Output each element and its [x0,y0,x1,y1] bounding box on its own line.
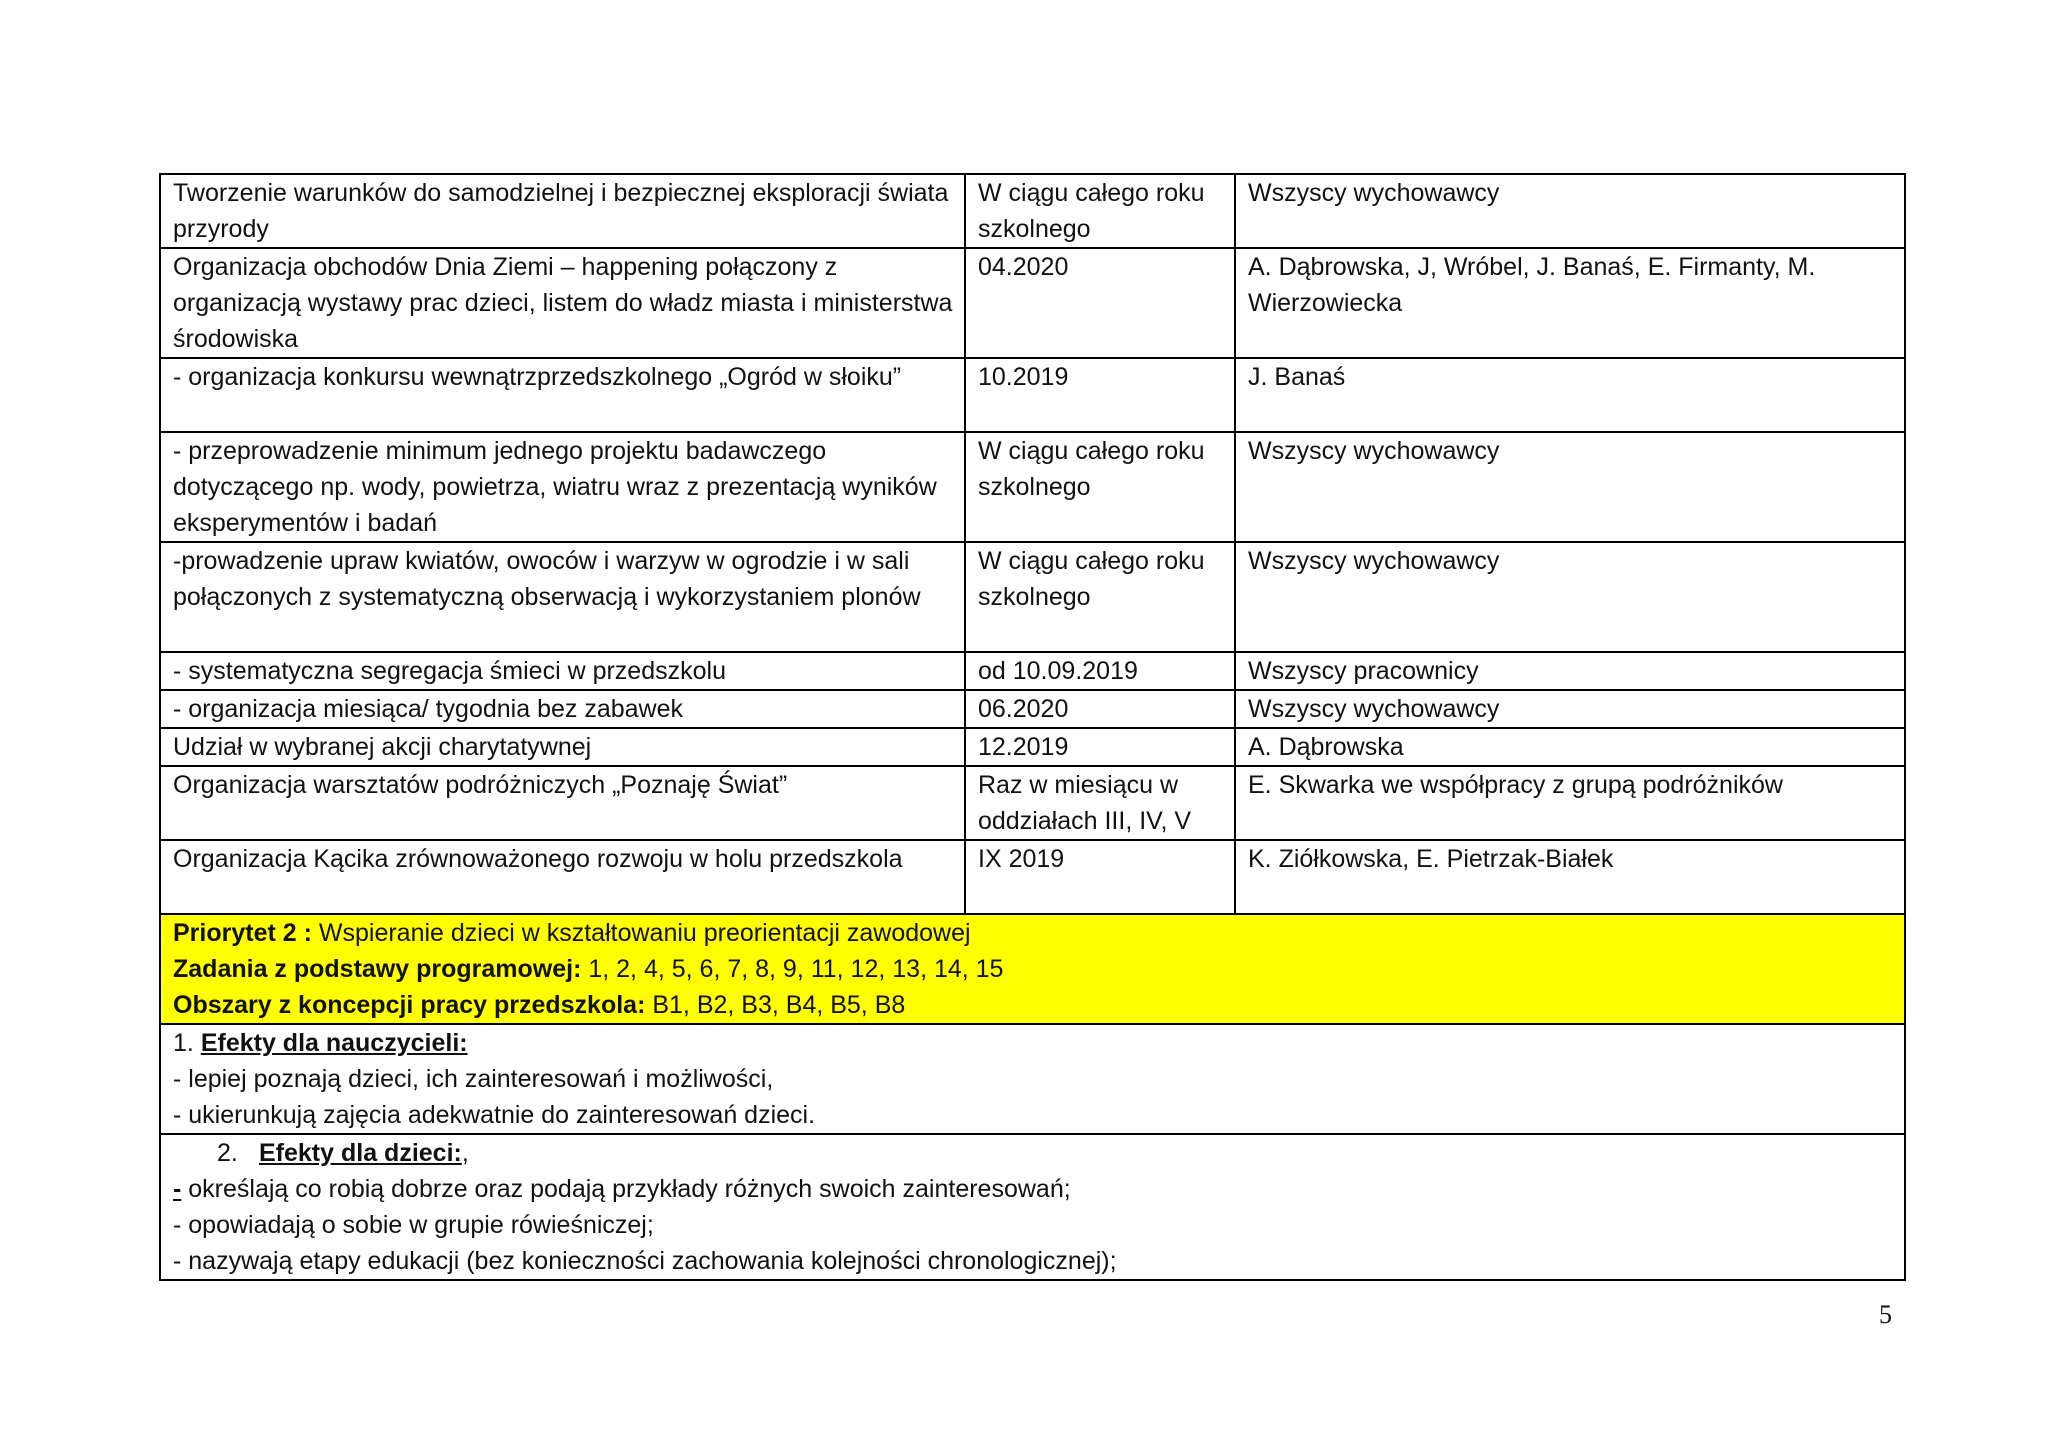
priority-label: Priorytet 2 : [173,919,312,947]
children-effects-title: Efekty dla dzieci: [259,1139,462,1167]
table-row [160,174,1905,248]
task-cell: Organizacja obchodów Dnia Ziemi – happening połączony z organizacją wystawy prac dzieci, listem do władz miasta i ministerstwa środowiska [160,248,965,358]
areas-label: Obszary z koncepcji pracy przedszkola: [173,991,646,1019]
when-cell: W ciągu całego roku szkolnego [965,174,1235,248]
table-row [160,728,1905,766]
task-cell: -prowadzenie upraw kwiatów, owoców i warzyw w ogrodzie i w sali połączonych z systematyczną obserwacją i wykorzystaniem plonów [160,542,965,652]
who-cell: Wszyscy pracownicy [1235,652,1905,690]
when-cell: Raz w miesiącu w oddziałach III, IV, V [965,766,1235,840]
plan-table [159,173,1906,1281]
table-row [160,840,1905,914]
list-item: - nazywają etapy edukacji (bez konieczności zachowania kolejności chronologicznej); [173,1247,1117,1275]
areas-line [173,987,1894,1023]
when-cell: IX 2019 [965,840,1235,914]
task-cell: Udział w wybranej akcji charytatywnej [160,728,965,766]
when-cell: 12.2019 [965,728,1235,766]
when-cell: W ciągu całego roku szkolnego [965,542,1235,652]
page-number: 5 [1879,1300,1892,1329]
priority-text: Wspieranie dzieci w kształtowaniu preorientacji zawodowej [311,919,971,947]
teachers-effects-title: Efekty dla nauczycieli: [200,1029,468,1057]
teachers-effects-row [160,1024,1905,1134]
children-effects-number: 2. [217,1139,238,1167]
task-cell: Organizacja warsztatów podróżniczych „Poznaję Świat” [160,766,965,840]
who-cell: A. Dąbrowska, J, Wróbel, J. Banaś, E. Firmanty, M. Wierzowiecka [1235,248,1905,358]
priority-cell [160,914,1905,1024]
list-item: - ukierunkują zajęcia adekwatnie do zainteresowań dzieci. [173,1101,816,1129]
table-row [160,542,1905,652]
areas-value: B1, B2, B3, B4, B5, B8 [645,991,906,1019]
tasks-value: 1, 2, 4, 5, 6, 7, 8, 9, 11, 12, 13, 14, 15 [581,955,1004,983]
when-cell: W ciągu całego roku szkolnego [965,432,1235,542]
tasks-label: Zadania z podstawy programowej: [173,955,582,983]
children-effects-heading [173,1135,1894,1171]
when-cell: od 10.09.2019 [965,652,1235,690]
who-cell: Wszyscy wychowawcy [1235,542,1905,652]
who-cell: Wszyscy wychowawcy [1235,690,1905,728]
who-cell: Wszyscy wychowawcy [1235,174,1905,248]
table-row [160,652,1905,690]
when-cell: 04.2020 [965,248,1235,358]
who-cell: J. Banaś [1235,358,1905,432]
table-row [160,690,1905,728]
children-effects-title-suffix: , [461,1139,469,1167]
task-cell: Tworzenie warunków do samodzielnej i bezpiecznej eksploracji świata przyrody [160,174,965,248]
teachers-effects-cell [160,1024,1905,1134]
teachers-effects-number: 1. [173,1029,194,1057]
when-cell: 06.2020 [965,690,1235,728]
table-row [160,248,1905,358]
task-cell: Organizacja Kącika zrównoważonego rozwoju w holu przedszkola [160,840,965,914]
table-row [160,766,1905,840]
tasks-line [173,951,1894,987]
list-item [173,1171,1894,1207]
task-cell: - przeprowadzenie minimum jednego projektu badawczego dotyczącego np. wody, powietrza, wiatru wraz z prezentacją wyników eksperymentów i badań [160,432,965,542]
when-cell: 10.2019 [965,358,1235,432]
children-effects-cell [160,1134,1905,1280]
table-row [160,358,1905,432]
children-effects-row [160,1134,1905,1280]
task-cell: - organizacja miesiąca/ tygodnia bez zabawek [160,690,965,728]
table-row [160,432,1905,542]
priority-row [160,914,1905,1024]
task-cell: - systematyczna segregacja śmieci w przedszkolu [160,652,965,690]
who-cell: Wszyscy wychowawcy [1235,432,1905,542]
who-cell: K. Ziółkowska, E. Pietrzak-Białek [1235,840,1905,914]
list-item: - lepiej poznają dzieci, ich zainteresowań i możliwości, [173,1065,774,1093]
task-cell: - organizacja konkursu wewnątrzprzedszkolnego „Ogród w słoiku” [160,358,965,432]
priority-line [173,915,1894,951]
who-cell: A. Dąbrowska [1235,728,1905,766]
teachers-effects-heading [173,1025,1894,1061]
underlined-dash: - [173,1175,182,1203]
who-cell: E. Skwarka we współpracy z grupą podróżników [1235,766,1905,840]
list-item: - opowiadają o sobie w grupie rówieśniczej; [173,1211,654,1239]
list-item-text: określają co robią dobrze oraz podają przykłady różnych swoich zainteresowań; [181,1175,1071,1203]
